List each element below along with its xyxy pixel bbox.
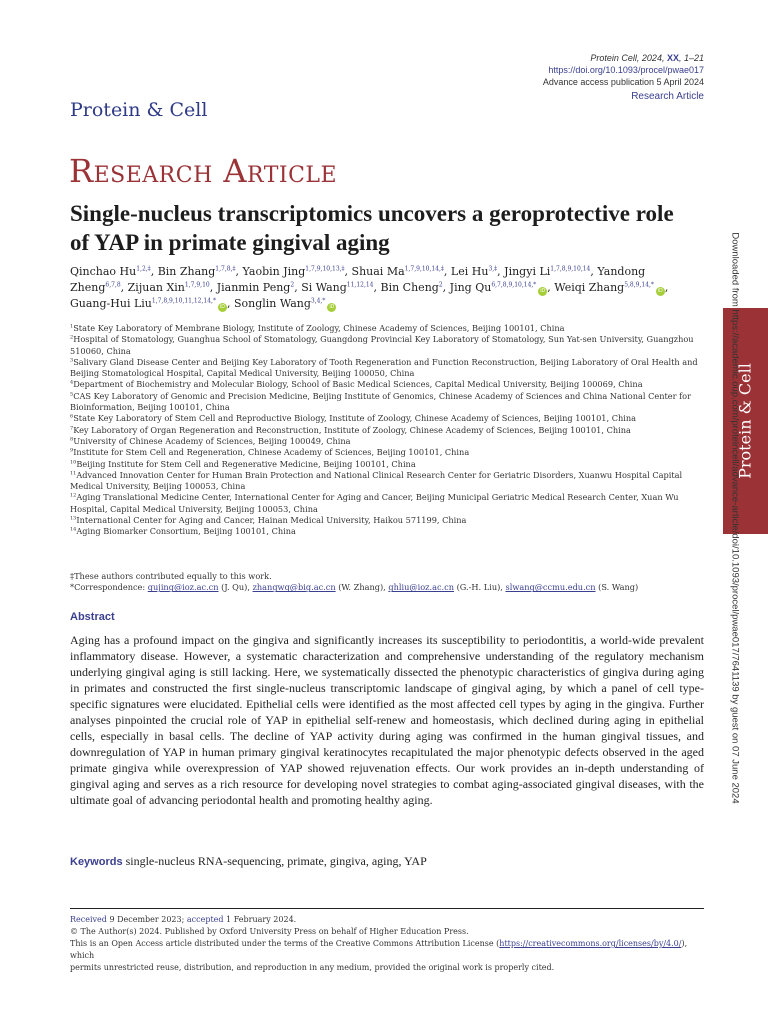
affiliation-number: 7 [70, 424, 74, 431]
author-affiliation-ref: 5,8,9,14,* [624, 281, 654, 289]
author-separator: , [120, 281, 128, 294]
author-separator: , [373, 281, 381, 294]
affiliation-text: International Center for Aging and Cancer, Hainan Medical University, Haikou 571199, China [76, 515, 467, 526]
author-affiliation-ref: 11,12,14 [346, 281, 374, 289]
received-date: 9 December 2023; [106, 915, 187, 924]
affiliation-item [70, 492, 706, 515]
author-name: Weiqi Zhang [554, 281, 625, 294]
affiliation-item [70, 447, 706, 458]
affiliation-item [70, 391, 706, 414]
author-name: Lei Hu [450, 265, 489, 278]
license-line [70, 938, 710, 962]
author-list [70, 264, 700, 312]
accepted-label: accepted [186, 915, 224, 924]
author-separator: , [590, 265, 598, 278]
author-separator: , [344, 265, 352, 278]
section-label: Research Article [69, 152, 338, 190]
received-label: Received [70, 915, 107, 924]
author-name: Jianmin Peng [216, 281, 291, 294]
affiliation-number: 8 [70, 436, 74, 443]
journal-citation [543, 52, 704, 64]
license-line-2: permits unrestricted reuse, distribution, and reproduction in any medium, provided the original work is properly cited. [70, 963, 555, 972]
author [70, 265, 151, 278]
article-type: Research Article [631, 91, 704, 102]
author-separator: , [442, 281, 450, 294]
author [70, 297, 227, 310]
author-name: Bin Cheng [380, 281, 439, 294]
abstract-body: Aging has a profound impact on the gingiva and significantly increases its susceptibility to periodontitis, a world-wide prevalent inflammatory disease. However, a systematic characterization and comprehensive understanding of the regulatory mechanism underlying gingival aging is still lacking. Here, we systematically dissected the phenotypic characteristics of gingiva during aging in primates and constructed the first single-nucleus transcriptomic landscape of gingival aging, by which a panel of cell type-specific signatures were elucidated. Epithelial cells were identified as the most affected cell types by aging in the gingiva. Further analyses pinpointed the crucial role of YAP in epithelial self-renew and homeostasis, which declined during aging in epithelial cells, especially in basal cells. The decline of YAP activity during aging was confirmed in the human gingival tissues, and downregulation of YAP in human primary gingival keratinocytes recapitulated the major phenotypic defects observed in the aged primate gingiva while overexpression of YAP showed rejuvenation effects. Our work provides an in-depth understanding of gingival aging and serves as a rich resource for developing novel strategies to combat aging-associated gingival diseases, with the ultimate goal of advancing periodontal health and promoting healthy aging. [70, 633, 704, 807]
affiliation-text: Beijing Institute for Stem Cell and Regenerative Medicine, Beijing 100101, China [76, 458, 416, 469]
correspondence-email[interactable]: qujing@ioz.ac.cn [147, 582, 219, 593]
keywords [70, 853, 704, 870]
affiliation-item [70, 357, 706, 380]
correspondence-author: (J. Qu), [218, 582, 253, 593]
citation-volume: XX [666, 53, 679, 63]
author-notes [70, 571, 706, 594]
affiliation-text: State Key Laboratory of Stem Cell and Reproductive Biology, Institute of Zoology, Chinese Academy of Sciences, Beijing 100101, China [73, 413, 637, 424]
author-separator: , [235, 265, 243, 278]
correspondence-email[interactable]: zhangwq@big.ac.cn [252, 582, 336, 593]
author-name: Qinchao Hu [70, 265, 137, 278]
journal-name: Protein & Cell [70, 99, 208, 121]
keywords-label: Keywords [70, 856, 123, 868]
author-affiliation-ref: 2 [290, 281, 295, 289]
author-name: Jing Qu [449, 281, 492, 294]
doi-link[interactable]: https://doi.org/10.1093/procel/pwae017 [548, 65, 704, 75]
download-watermark: Downloaded from https://academic.oup.com/proteincell/advance-article/doi/10.1093/procel/pwae017/7641139 by guest on 07 June 2024 [729, 232, 741, 804]
affiliation-item [70, 526, 706, 537]
affiliation-text: Institute for Stem Cell and Regeneration, Chinese Academy of Sciences, Beijing 100101, China [73, 447, 470, 458]
author-separator: , [226, 297, 234, 310]
author-separator: , [547, 281, 555, 294]
author [158, 265, 236, 278]
author-affiliation-ref: 6,7,8 [105, 281, 121, 289]
accepted-date: 1 February 2024. [223, 915, 297, 924]
orcid-icon[interactable]: iD [538, 287, 547, 296]
author-affiliation-ref: 1,7,8,9,10,11,12,14,* [151, 297, 216, 305]
author-separator: , [150, 265, 158, 278]
footer-divider [70, 908, 704, 909]
correspondence-author: (W. Zhang), [335, 582, 389, 593]
affiliation-item [70, 379, 706, 390]
correspondence-email[interactable]: slwang@ccmu.edu.cn [505, 582, 596, 593]
author [234, 297, 336, 310]
abstract-heading: Abstract [70, 611, 115, 623]
affiliation-text: University of Chinese Academy of Sciences, Beijing 100049, China [73, 435, 351, 446]
author-affiliation-ref: 1,7,8,9,10,14 [550, 265, 591, 273]
author-name: Guang-Hui Liu [70, 297, 152, 310]
correspondence-label: *Correspondence: [70, 582, 148, 593]
author-affiliation-ref: 3,4,* [310, 297, 326, 305]
side-tab-label: Protein & Cell [735, 363, 755, 479]
affiliation-number: 9 [70, 447, 74, 454]
author-affiliation-ref: 2 [438, 281, 443, 289]
author-separator: , [664, 281, 669, 294]
citation-header [543, 52, 704, 103]
affiliation-item [70, 425, 706, 436]
affiliation-item [70, 323, 706, 334]
publication-note: Advance access publication 5 April 2024 [542, 77, 704, 87]
affiliation-text: Aging Translational Medicine Center, International Center for Aging and Cancer, Beijing Municipal Geriatric Medical Research Center, Xuan Wu Hospital, Capital Medical University, Beijing 100053, China [70, 492, 679, 514]
author-name: Yaobin Jing [242, 265, 306, 278]
author [450, 281, 548, 294]
author-separator: , [209, 281, 217, 294]
citation-journal: Protein Cell [590, 53, 637, 63]
affiliation-text: Key Laboratory of Organ Regeneration and Reconstruction, Institute of Zoology, Chinese Academy of Sciences, Beijing 100101, China [73, 424, 631, 435]
orcid-icon[interactable]: iD [218, 303, 227, 312]
license-link[interactable]: https://creativecommons.org/licenses/by/4.0/ [499, 939, 682, 948]
author-name: Songlin Wang [233, 297, 311, 310]
affiliation-item [70, 515, 706, 526]
affiliation-number: 13 [70, 515, 77, 522]
author [301, 281, 373, 294]
orcid-icon[interactable]: iD [656, 287, 665, 296]
affiliation-number: 11 [70, 470, 77, 477]
affiliation-number: 6 [70, 413, 74, 420]
author-affiliation-ref: 6,7,8,9,10,14,* [491, 281, 537, 289]
correspondence-author: (G.-H. Liu), [454, 582, 506, 593]
article-title: Single-nucleus transcriptomics uncovers a geroprotective role of YAP in primate gingival aging [70, 201, 674, 255]
equal-contribution-note: ‡These authors contributed equally to this work. [70, 571, 272, 581]
copyright-line: © The Author(s) 2024. Published by Oxford University Press on behalf of Higher Education Press. [70, 927, 469, 936]
author [451, 265, 497, 278]
author-separator: , [443, 265, 451, 278]
author [128, 281, 210, 294]
author-affiliation-ref: 1,7,9,10 [184, 281, 210, 289]
affiliation-number: 5 [70, 391, 74, 398]
affiliation-text: Aging Biomarker Consortium, Beijing 100101, China [76, 526, 296, 537]
affiliation-list [70, 323, 706, 538]
author [381, 281, 443, 294]
correspondence-author: (S. Wang) [595, 582, 639, 593]
affiliation-text: Advanced Innovation Center for Human Brain Protection and National Clinical Research Center for Geriatric Disorders, Xuanwu Hospital Capital Medical University, Beijing 100053, China [70, 469, 683, 492]
affiliation-number: 12 [70, 492, 77, 499]
author-name: Shuai Ma [351, 265, 405, 278]
affiliation-number: 14 [70, 526, 77, 533]
author-name: Bin Zhang [157, 265, 216, 278]
affiliation-number: 10 [70, 458, 77, 465]
affiliation-text: Department of Biochemistry and Molecular Biology, School of Basic Medical Sciences, Capital Medical University, Beijing 100069, China [73, 379, 643, 390]
author-name: Si Wang [301, 281, 347, 294]
affiliation-item [70, 413, 706, 424]
citation-pages: , 1–21 [678, 53, 704, 63]
license-prefix: This is an Open Access article distributed under the terms of the Creative Commons Attribution License ( [70, 939, 500, 948]
affiliation-text: Hospital of Stomatology, Guanghua School of Stomatology, Guangdong Provincial Key Laboratory of Stomatology, Sun Yat-sen University, Guangzhou 510060, China [70, 334, 694, 356]
author-affiliation-ref: 1,7,9,10,13,‡ [305, 265, 345, 273]
orcid-icon[interactable]: iD [327, 303, 336, 312]
author [504, 265, 590, 278]
author-affiliation-ref: 3,‡ [488, 265, 498, 273]
license-suffix: ), which [70, 939, 688, 960]
citation-year: , 2024, [636, 53, 667, 63]
author-name: Jingyi Li [504, 265, 551, 278]
author [242, 265, 344, 278]
correspondence [70, 582, 706, 593]
footer [70, 914, 710, 974]
dates-line [70, 914, 710, 926]
affiliation-item [70, 334, 706, 357]
author [352, 265, 444, 278]
affiliation-text: State Key Laboratory of Membrane Biology, Institute of Zoology, Chinese Academy of Sciences, Beijing 100101, China [73, 323, 565, 333]
author [554, 281, 665, 294]
author-name: Yandong Zheng [70, 265, 646, 294]
affiliation-number: 3 [70, 357, 74, 364]
affiliation-item [70, 470, 706, 493]
affiliation-item [70, 436, 706, 447]
author-separator: , [497, 265, 505, 278]
author-affiliation-ref: 1,7,9,10,14,‡ [404, 265, 444, 273]
affiliation-number: 4 [70, 379, 74, 386]
affiliation-text: Salivary Gland Disease Center and Beijing Key Laboratory of Tooth Regeneration and Function Reconstruction, Beijing Laboratory of Oral Health and Beijing Stomatological Hospital, Capital Medical University, Beijing 100050, China [70, 356, 698, 379]
author-separator: , [294, 281, 302, 294]
author-name: Zijuan Xin [127, 281, 185, 294]
correspondence-email[interactable]: ghliu@ioz.ac.cn [388, 582, 454, 593]
author-affiliation-ref: 1,2,‡ [136, 265, 151, 273]
author-affiliation-ref: 1,7,8,‡ [215, 265, 236, 273]
keywords-text: single-nucleus RNA-sequencing, primate, gingiva, aging, YAP [122, 854, 427, 868]
affiliation-number: 1 [70, 323, 74, 330]
affiliation-text: CAS Key Laboratory of Genomic and Precision Medicine, Beijing Institute of Genomics, Chinese Academy of Sciences and China National Center for Bioinformation, Beijing 100101, China [70, 390, 692, 413]
author [217, 281, 294, 294]
affiliation-number: 2 [70, 334, 74, 341]
affiliation-item [70, 459, 706, 470]
